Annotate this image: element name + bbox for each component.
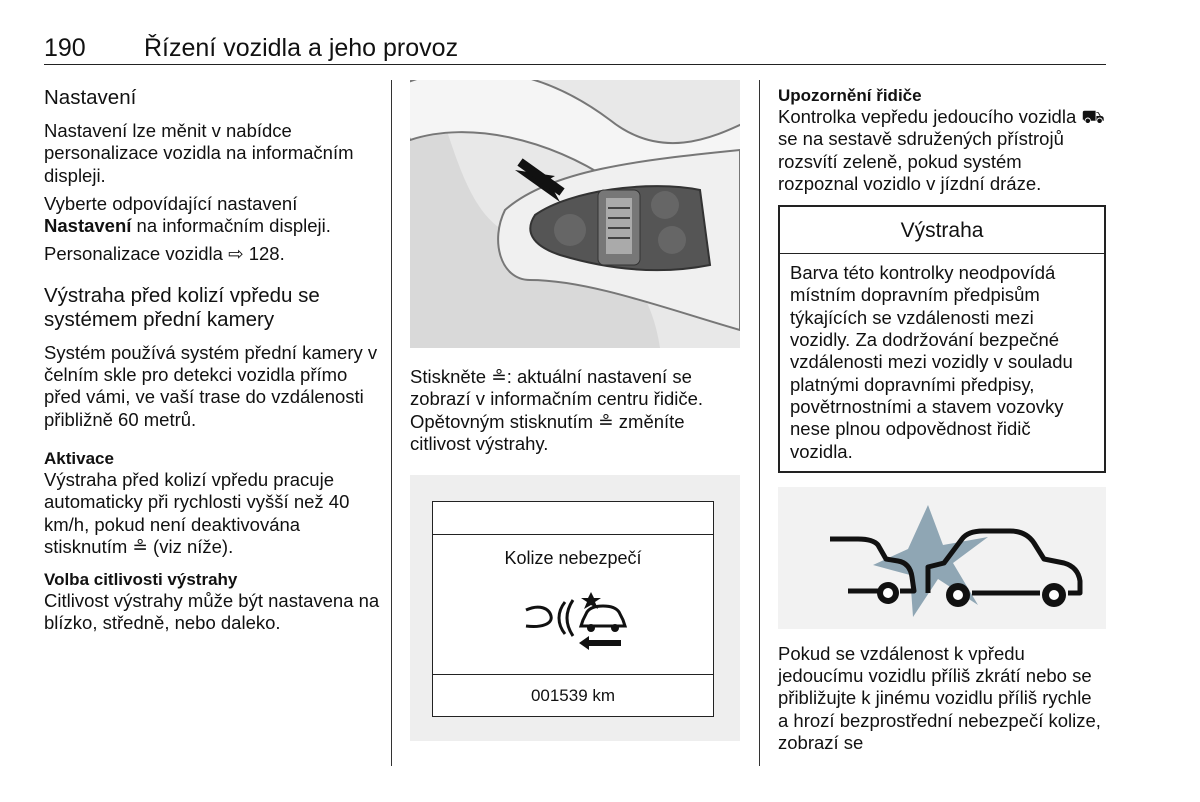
column-1	[44, 80, 380, 635]
steering-wheel-controls-icon	[410, 80, 740, 348]
warning-body: Barva této kontrolky neodpovídá místním dopravním předpisům týkajících se vzdálenosti mezi vozidly. Za dodržování bezpečné vzdálenosti mezi vozidly v souladu platnými dopravními předpisy, povětrnostními a stavem vozovky nese plnou odpovědnost řidič vozidla.	[790, 262, 1073, 462]
section-heading-collision-warning: Výstraha před kolizí vpředu se systémem přední kamery	[44, 283, 320, 331]
chapter-title: Řízení vozidla a jeho provoz	[144, 34, 459, 62]
bold-term: Nastavení	[44, 215, 132, 237]
driver-info-display-figure	[410, 475, 740, 741]
paragraph: Stiskněte ≗: aktuální nastavení se zobrazí v informačním centru řidiče. Opětovným stisknutím ≗ změníte citlivost výstrahy.	[410, 366, 704, 454]
paragraph: Citlivost výstrahy může být nastavena na blízko, středně, nebo daleko.	[44, 590, 380, 634]
subheading-citlivost: Volba citlivosti výstrahy	[44, 570, 238, 590]
warning-box	[778, 205, 1106, 473]
header-rule	[44, 64, 1106, 65]
paragraph: Nastavení lze měnit v nabídce personalizace vozidla na informačním displeji.	[44, 120, 354, 186]
paragraph: Kontrolka vepředu jedoucího vozidla ⛟ se na sestavě sdružených přístrojů rozsvítí zeleně, pokud systém rozpoznal vozidlo v jízdní dráze.	[778, 106, 1105, 194]
paragraph: Vyberte odpovídající nastavení Nastavení na informačním displeji.	[44, 192, 331, 237]
paragraph: Pokud se vzdálenost k vpředu jedoucímu vozidlu příliš zkrátí nebo se přibližujte k jinému vozidlu příliš rychle a hrozí bezprostřední nebezpečí kolize, zobrazí se	[778, 642, 1101, 754]
car-collision-icon	[778, 487, 1106, 629]
subheading-aktivace: Aktivace	[44, 448, 114, 468]
paragraph: Systém používá systém přední kamery v čelním skle pro detekci vozidla přímo před vámi, ve vaší trase do vzdálenosti přibližně 60 metrů.	[44, 341, 378, 430]
collision-illustration	[778, 487, 1106, 629]
display-screen	[432, 501, 714, 717]
column-2	[410, 80, 740, 741]
column-3	[778, 80, 1106, 754]
page-number: 190	[44, 34, 86, 62]
steering-wheel-figure	[410, 80, 740, 348]
paragraph: Výstraha před kolizí vpředu pracuje automaticky při rychlosti vyšší než 40 km/h, pokud není deaktivována stisknutím ≗ (viz níže).	[44, 468, 350, 557]
warning-title: Výstraha	[780, 207, 1104, 254]
display-message: Kolize nebezpečí	[504, 548, 642, 569]
subheading-upozorneni: Upozornění řidiče	[778, 86, 922, 105]
section-heading-nastaveni: Nastavení	[44, 86, 137, 109]
column-divider	[391, 80, 392, 766]
collision-warning-icon	[521, 584, 631, 654]
odometer-reading: 001539 km	[530, 686, 616, 706]
column-divider	[759, 80, 760, 766]
page-header	[44, 34, 1106, 64]
cross-reference: Personalizace vozidla ⇨ 128.	[44, 243, 285, 265]
